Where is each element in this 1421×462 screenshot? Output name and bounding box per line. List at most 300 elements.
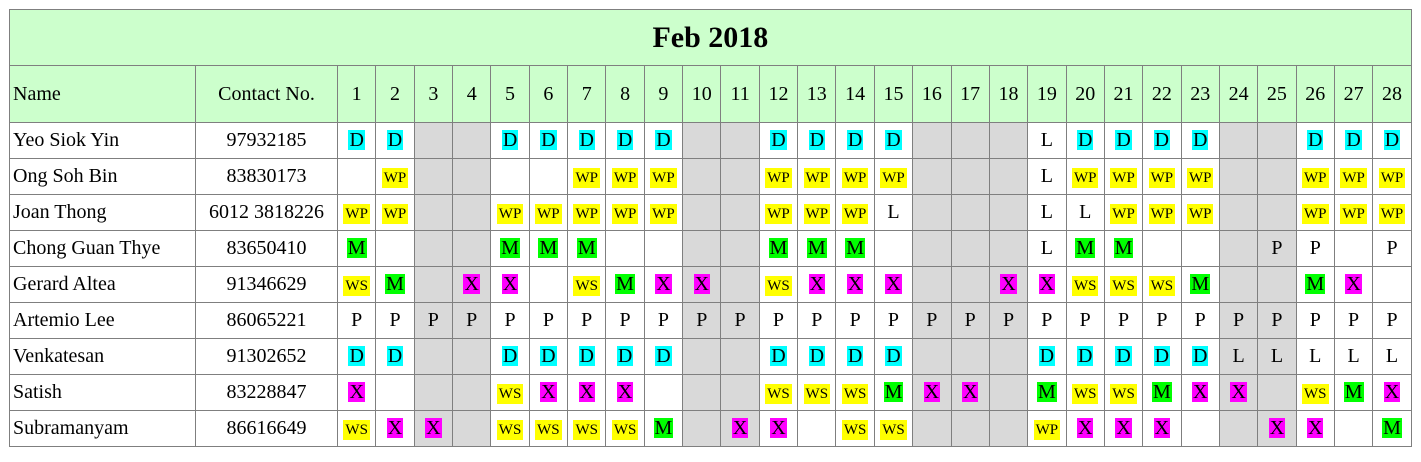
day-cell-11[interactable] — [721, 267, 759, 303]
day-cell-19[interactable] — [1028, 339, 1066, 375]
day-cell-10[interactable] — [683, 267, 721, 303]
header-day-26[interactable]: 26 — [1296, 66, 1334, 123]
header-day-4[interactable]: 4 — [453, 66, 491, 123]
day-cell-27[interactable] — [1334, 231, 1372, 267]
day-cell-20[interactable] — [1066, 267, 1104, 303]
day-cell-5[interactable] — [491, 123, 529, 159]
day-cell-25[interactable] — [1258, 231, 1296, 267]
day-cell-22[interactable] — [1143, 159, 1181, 195]
day-cell-11[interactable] — [721, 231, 759, 267]
header-day-16[interactable]: 16 — [913, 66, 951, 123]
day-cell-7[interactable] — [568, 375, 606, 411]
day-cell-9[interactable] — [644, 267, 682, 303]
contact-number[interactable]: 6012 3818226 — [196, 195, 338, 231]
day-cell-20[interactable] — [1066, 123, 1104, 159]
day-cell-2[interactable] — [376, 267, 414, 303]
day-cell-27[interactable] — [1334, 339, 1372, 375]
day-cell-11[interactable] — [721, 159, 759, 195]
day-cell-11[interactable] — [721, 411, 759, 447]
day-cell-18[interactable] — [989, 195, 1027, 231]
header-day-2[interactable]: 2 — [376, 66, 414, 123]
day-cell-16[interactable] — [913, 267, 951, 303]
day-cell-22[interactable] — [1143, 375, 1181, 411]
day-cell-20[interactable] — [1066, 339, 1104, 375]
day-cell-5[interactable] — [491, 303, 529, 339]
day-cell-13[interactable] — [798, 231, 836, 267]
day-cell-9[interactable] — [644, 303, 682, 339]
day-cell-19[interactable] — [1028, 231, 1066, 267]
day-cell-27[interactable] — [1334, 375, 1372, 411]
day-cell-17[interactable] — [951, 159, 989, 195]
day-cell-5[interactable] — [491, 267, 529, 303]
header-day-23[interactable]: 23 — [1181, 66, 1219, 123]
day-cell-5[interactable] — [491, 339, 529, 375]
day-cell-5[interactable] — [491, 411, 529, 447]
day-cell-6[interactable] — [529, 231, 567, 267]
day-cell-13[interactable] — [798, 375, 836, 411]
day-cell-27[interactable] — [1334, 159, 1372, 195]
day-cell-21[interactable] — [1104, 339, 1142, 375]
day-cell-9[interactable] — [644, 195, 682, 231]
day-cell-27[interactable] — [1334, 123, 1372, 159]
header-day-21[interactable]: 21 — [1104, 66, 1142, 123]
day-cell-10[interactable] — [683, 231, 721, 267]
day-cell-5[interactable] — [491, 375, 529, 411]
contact-number[interactable]: 97932185 — [196, 123, 338, 159]
day-cell-24[interactable] — [1219, 195, 1257, 231]
day-cell-16[interactable] — [913, 159, 951, 195]
day-cell-10[interactable] — [683, 159, 721, 195]
day-cell-9[interactable] — [644, 339, 682, 375]
day-cell-22[interactable] — [1143, 339, 1181, 375]
day-cell-3[interactable] — [414, 123, 452, 159]
header-day-8[interactable]: 8 — [606, 66, 644, 123]
day-cell-21[interactable] — [1104, 231, 1142, 267]
header-day-5[interactable]: 5 — [491, 66, 529, 123]
header-day-25[interactable]: 25 — [1258, 66, 1296, 123]
day-cell-28[interactable] — [1373, 339, 1411, 375]
day-cell-21[interactable] — [1104, 267, 1142, 303]
day-cell-12[interactable] — [759, 231, 797, 267]
day-cell-10[interactable] — [683, 375, 721, 411]
day-cell-19[interactable] — [1028, 375, 1066, 411]
day-cell-10[interactable] — [683, 339, 721, 375]
day-cell-28[interactable] — [1373, 123, 1411, 159]
day-cell-12[interactable] — [759, 267, 797, 303]
header-day-14[interactable]: 14 — [836, 66, 874, 123]
day-cell-15[interactable] — [874, 267, 912, 303]
day-cell-14[interactable] — [836, 267, 874, 303]
day-cell-1[interactable] — [338, 303, 376, 339]
day-cell-15[interactable] — [874, 159, 912, 195]
day-cell-14[interactable] — [836, 123, 874, 159]
day-cell-16[interactable] — [913, 375, 951, 411]
day-cell-13[interactable] — [798, 123, 836, 159]
day-cell-4[interactable] — [453, 375, 491, 411]
day-cell-25[interactable] — [1258, 411, 1296, 447]
day-cell-17[interactable] — [951, 195, 989, 231]
day-cell-9[interactable] — [644, 159, 682, 195]
day-cell-19[interactable] — [1028, 159, 1066, 195]
day-cell-14[interactable] — [836, 303, 874, 339]
day-cell-24[interactable] — [1219, 123, 1257, 159]
day-cell-15[interactable] — [874, 303, 912, 339]
day-cell-23[interactable] — [1181, 375, 1219, 411]
header-day-28[interactable]: 28 — [1373, 66, 1411, 123]
day-cell-2[interactable] — [376, 159, 414, 195]
day-cell-13[interactable] — [798, 195, 836, 231]
day-cell-3[interactable] — [414, 159, 452, 195]
contact-number[interactable]: 91346629 — [196, 267, 338, 303]
day-cell-6[interactable] — [529, 303, 567, 339]
day-cell-10[interactable] — [683, 123, 721, 159]
day-cell-20[interactable] — [1066, 195, 1104, 231]
day-cell-11[interactable] — [721, 303, 759, 339]
day-cell-24[interactable] — [1219, 303, 1257, 339]
day-cell-12[interactable] — [759, 411, 797, 447]
day-cell-19[interactable] — [1028, 303, 1066, 339]
day-cell-4[interactable] — [453, 159, 491, 195]
day-cell-11[interactable] — [721, 123, 759, 159]
day-cell-26[interactable] — [1296, 375, 1334, 411]
day-cell-22[interactable] — [1143, 303, 1181, 339]
day-cell-26[interactable] — [1296, 339, 1334, 375]
day-cell-4[interactable] — [453, 123, 491, 159]
day-cell-16[interactable] — [913, 123, 951, 159]
header-day-22[interactable]: 22 — [1143, 66, 1181, 123]
header-day-20[interactable]: 20 — [1066, 66, 1104, 123]
day-cell-21[interactable] — [1104, 195, 1142, 231]
day-cell-12[interactable] — [759, 123, 797, 159]
day-cell-18[interactable] — [989, 411, 1027, 447]
day-cell-12[interactable] — [759, 375, 797, 411]
day-cell-25[interactable] — [1258, 195, 1296, 231]
day-cell-20[interactable] — [1066, 303, 1104, 339]
day-cell-6[interactable] — [529, 159, 567, 195]
day-cell-13[interactable] — [798, 267, 836, 303]
day-cell-2[interactable] — [376, 303, 414, 339]
day-cell-1[interactable] — [338, 195, 376, 231]
day-cell-1[interactable] — [338, 267, 376, 303]
day-cell-6[interactable] — [529, 411, 567, 447]
day-cell-14[interactable] — [836, 411, 874, 447]
day-cell-4[interactable] — [453, 339, 491, 375]
staff-name[interactable]: Chong Guan Thye — [10, 231, 196, 267]
day-cell-4[interactable] — [453, 267, 491, 303]
header-day-6[interactable]: 6 — [529, 66, 567, 123]
day-cell-3[interactable] — [414, 267, 452, 303]
day-cell-2[interactable] — [376, 123, 414, 159]
day-cell-24[interactable] — [1219, 339, 1257, 375]
day-cell-22[interactable] — [1143, 411, 1181, 447]
header-day-27[interactable]: 27 — [1334, 66, 1372, 123]
day-cell-2[interactable] — [376, 195, 414, 231]
day-cell-3[interactable] — [414, 375, 452, 411]
day-cell-10[interactable] — [683, 411, 721, 447]
day-cell-28[interactable] — [1373, 195, 1411, 231]
day-cell-28[interactable] — [1373, 231, 1411, 267]
day-cell-15[interactable] — [874, 195, 912, 231]
day-cell-21[interactable] — [1104, 159, 1142, 195]
day-cell-12[interactable] — [759, 339, 797, 375]
day-cell-11[interactable] — [721, 195, 759, 231]
day-cell-1[interactable] — [338, 375, 376, 411]
day-cell-24[interactable] — [1219, 267, 1257, 303]
day-cell-5[interactable] — [491, 231, 529, 267]
day-cell-7[interactable] — [568, 267, 606, 303]
day-cell-19[interactable] — [1028, 411, 1066, 447]
day-cell-25[interactable] — [1258, 159, 1296, 195]
day-cell-19[interactable] — [1028, 123, 1066, 159]
day-cell-10[interactable] — [683, 195, 721, 231]
day-cell-19[interactable] — [1028, 195, 1066, 231]
day-cell-1[interactable] — [338, 339, 376, 375]
day-cell-16[interactable] — [913, 231, 951, 267]
day-cell-20[interactable] — [1066, 375, 1104, 411]
day-cell-18[interactable] — [989, 375, 1027, 411]
day-cell-6[interactable] — [529, 267, 567, 303]
day-cell-28[interactable] — [1373, 159, 1411, 195]
day-cell-18[interactable] — [989, 159, 1027, 195]
day-cell-21[interactable] — [1104, 375, 1142, 411]
day-cell-23[interactable] — [1181, 303, 1219, 339]
day-cell-18[interactable] — [989, 231, 1027, 267]
day-cell-24[interactable] — [1219, 231, 1257, 267]
header-day-3[interactable]: 3 — [414, 66, 452, 123]
day-cell-8[interactable] — [606, 267, 644, 303]
staff-name[interactable]: Subramanyam — [10, 411, 196, 447]
day-cell-16[interactable] — [913, 303, 951, 339]
day-cell-25[interactable] — [1258, 375, 1296, 411]
day-cell-22[interactable] — [1143, 267, 1181, 303]
day-cell-28[interactable] — [1373, 303, 1411, 339]
day-cell-20[interactable] — [1066, 411, 1104, 447]
day-cell-8[interactable] — [606, 375, 644, 411]
day-cell-5[interactable] — [491, 159, 529, 195]
day-cell-22[interactable] — [1143, 123, 1181, 159]
staff-name[interactable]: Venkatesan — [10, 339, 196, 375]
day-cell-24[interactable] — [1219, 411, 1257, 447]
day-cell-17[interactable] — [951, 339, 989, 375]
day-cell-23[interactable] — [1181, 411, 1219, 447]
day-cell-14[interactable] — [836, 195, 874, 231]
day-cell-4[interactable] — [453, 231, 491, 267]
day-cell-12[interactable] — [759, 303, 797, 339]
day-cell-27[interactable] — [1334, 411, 1372, 447]
day-cell-3[interactable] — [414, 195, 452, 231]
day-cell-18[interactable] — [989, 303, 1027, 339]
day-cell-9[interactable] — [644, 123, 682, 159]
day-cell-25[interactable] — [1258, 303, 1296, 339]
day-cell-3[interactable] — [414, 411, 452, 447]
day-cell-6[interactable] — [529, 339, 567, 375]
header-day-10[interactable]: 10 — [683, 66, 721, 123]
day-cell-17[interactable] — [951, 303, 989, 339]
day-cell-28[interactable] — [1373, 267, 1411, 303]
header-day-18[interactable]: 18 — [989, 66, 1027, 123]
header-day-17[interactable]: 17 — [951, 66, 989, 123]
day-cell-27[interactable] — [1334, 303, 1372, 339]
day-cell-1[interactable] — [338, 123, 376, 159]
day-cell-2[interactable] — [376, 411, 414, 447]
day-cell-8[interactable] — [606, 303, 644, 339]
header-day-13[interactable]: 13 — [798, 66, 836, 123]
day-cell-22[interactable] — [1143, 195, 1181, 231]
day-cell-18[interactable] — [989, 339, 1027, 375]
day-cell-7[interactable] — [568, 123, 606, 159]
staff-name[interactable]: Ong Soh Bin — [10, 159, 196, 195]
day-cell-17[interactable] — [951, 375, 989, 411]
contact-number[interactable]: 83650410 — [196, 231, 338, 267]
day-cell-15[interactable] — [874, 123, 912, 159]
day-cell-16[interactable] — [913, 339, 951, 375]
day-cell-27[interactable] — [1334, 267, 1372, 303]
day-cell-15[interactable] — [874, 411, 912, 447]
day-cell-23[interactable] — [1181, 195, 1219, 231]
day-cell-26[interactable] — [1296, 303, 1334, 339]
day-cell-1[interactable] — [338, 411, 376, 447]
day-cell-10[interactable] — [683, 303, 721, 339]
header-day-9[interactable]: 9 — [644, 66, 682, 123]
day-cell-13[interactable] — [798, 303, 836, 339]
day-cell-6[interactable] — [529, 375, 567, 411]
day-cell-14[interactable] — [836, 339, 874, 375]
day-cell-15[interactable] — [874, 375, 912, 411]
day-cell-23[interactable] — [1181, 267, 1219, 303]
day-cell-1[interactable] — [338, 231, 376, 267]
contact-number[interactable]: 86065221 — [196, 303, 338, 339]
day-cell-7[interactable] — [568, 411, 606, 447]
day-cell-18[interactable] — [989, 267, 1027, 303]
header-day-15[interactable]: 15 — [874, 66, 912, 123]
day-cell-8[interactable] — [606, 159, 644, 195]
day-cell-8[interactable] — [606, 195, 644, 231]
day-cell-17[interactable] — [951, 267, 989, 303]
header-day-12[interactable]: 12 — [759, 66, 797, 123]
day-cell-26[interactable] — [1296, 231, 1334, 267]
day-cell-2[interactable] — [376, 375, 414, 411]
day-cell-17[interactable] — [951, 411, 989, 447]
day-cell-20[interactable] — [1066, 159, 1104, 195]
day-cell-12[interactable] — [759, 195, 797, 231]
day-cell-26[interactable] — [1296, 411, 1334, 447]
day-cell-26[interactable] — [1296, 123, 1334, 159]
day-cell-21[interactable] — [1104, 303, 1142, 339]
day-cell-20[interactable] — [1066, 231, 1104, 267]
day-cell-3[interactable] — [414, 339, 452, 375]
contact-number[interactable]: 83830173 — [196, 159, 338, 195]
day-cell-7[interactable] — [568, 231, 606, 267]
day-cell-4[interactable] — [453, 411, 491, 447]
day-cell-26[interactable] — [1296, 159, 1334, 195]
day-cell-12[interactable] — [759, 159, 797, 195]
day-cell-13[interactable] — [798, 159, 836, 195]
day-cell-4[interactable] — [453, 303, 491, 339]
day-cell-25[interactable] — [1258, 339, 1296, 375]
day-cell-1[interactable] — [338, 159, 376, 195]
day-cell-17[interactable] — [951, 231, 989, 267]
header-contact[interactable]: Contact No. — [196, 66, 338, 123]
header-day-11[interactable]: 11 — [721, 66, 759, 123]
day-cell-14[interactable] — [836, 159, 874, 195]
day-cell-23[interactable] — [1181, 123, 1219, 159]
day-cell-8[interactable] — [606, 411, 644, 447]
day-cell-24[interactable] — [1219, 159, 1257, 195]
day-cell-15[interactable] — [874, 231, 912, 267]
day-cell-16[interactable] — [913, 195, 951, 231]
header-day-1[interactable]: 1 — [338, 66, 376, 123]
day-cell-7[interactable] — [568, 159, 606, 195]
day-cell-4[interactable] — [453, 195, 491, 231]
day-cell-8[interactable] — [606, 123, 644, 159]
day-cell-11[interactable] — [721, 375, 759, 411]
header-name[interactable]: Name — [10, 66, 196, 123]
header-day-19[interactable]: 19 — [1028, 66, 1066, 123]
day-cell-21[interactable] — [1104, 123, 1142, 159]
day-cell-6[interactable] — [529, 195, 567, 231]
day-cell-22[interactable] — [1143, 231, 1181, 267]
staff-name[interactable]: Gerard Altea — [10, 267, 196, 303]
day-cell-17[interactable] — [951, 123, 989, 159]
day-cell-26[interactable] — [1296, 195, 1334, 231]
day-cell-21[interactable] — [1104, 411, 1142, 447]
day-cell-18[interactable] — [989, 123, 1027, 159]
day-cell-27[interactable] — [1334, 195, 1372, 231]
staff-name[interactable]: Artemio Lee — [10, 303, 196, 339]
day-cell-28[interactable] — [1373, 375, 1411, 411]
staff-name[interactable]: Yeo Siok Yin — [10, 123, 196, 159]
day-cell-19[interactable] — [1028, 267, 1066, 303]
day-cell-11[interactable] — [721, 339, 759, 375]
day-cell-2[interactable] — [376, 231, 414, 267]
day-cell-14[interactable] — [836, 375, 874, 411]
day-cell-25[interactable] — [1258, 267, 1296, 303]
day-cell-8[interactable] — [606, 231, 644, 267]
day-cell-13[interactable] — [798, 411, 836, 447]
day-cell-13[interactable] — [798, 339, 836, 375]
day-cell-14[interactable] — [836, 231, 874, 267]
day-cell-16[interactable] — [913, 411, 951, 447]
day-cell-9[interactable] — [644, 231, 682, 267]
day-cell-23[interactable] — [1181, 231, 1219, 267]
contact-number[interactable]: 83228847 — [196, 375, 338, 411]
day-cell-2[interactable] — [376, 339, 414, 375]
day-cell-6[interactable] — [529, 123, 567, 159]
day-cell-7[interactable] — [568, 195, 606, 231]
staff-name[interactable]: Joan Thong — [10, 195, 196, 231]
day-cell-3[interactable] — [414, 231, 452, 267]
day-cell-23[interactable] — [1181, 159, 1219, 195]
day-cell-5[interactable] — [491, 195, 529, 231]
day-cell-7[interactable] — [568, 339, 606, 375]
header-day-24[interactable]: 24 — [1219, 66, 1257, 123]
day-cell-9[interactable] — [644, 375, 682, 411]
day-cell-23[interactable] — [1181, 339, 1219, 375]
day-cell-26[interactable] — [1296, 267, 1334, 303]
staff-name[interactable]: Satish — [10, 375, 196, 411]
day-cell-7[interactable] — [568, 303, 606, 339]
header-day-7[interactable]: 7 — [568, 66, 606, 123]
day-cell-28[interactable] — [1373, 411, 1411, 447]
day-cell-8[interactable] — [606, 339, 644, 375]
day-cell-3[interactable] — [414, 303, 452, 339]
contact-number[interactable]: 91302652 — [196, 339, 338, 375]
contact-number[interactable]: 86616649 — [196, 411, 338, 447]
day-cell-15[interactable] — [874, 339, 912, 375]
day-cell-24[interactable] — [1219, 375, 1257, 411]
day-cell-9[interactable] — [644, 411, 682, 447]
day-cell-25[interactable] — [1258, 123, 1296, 159]
